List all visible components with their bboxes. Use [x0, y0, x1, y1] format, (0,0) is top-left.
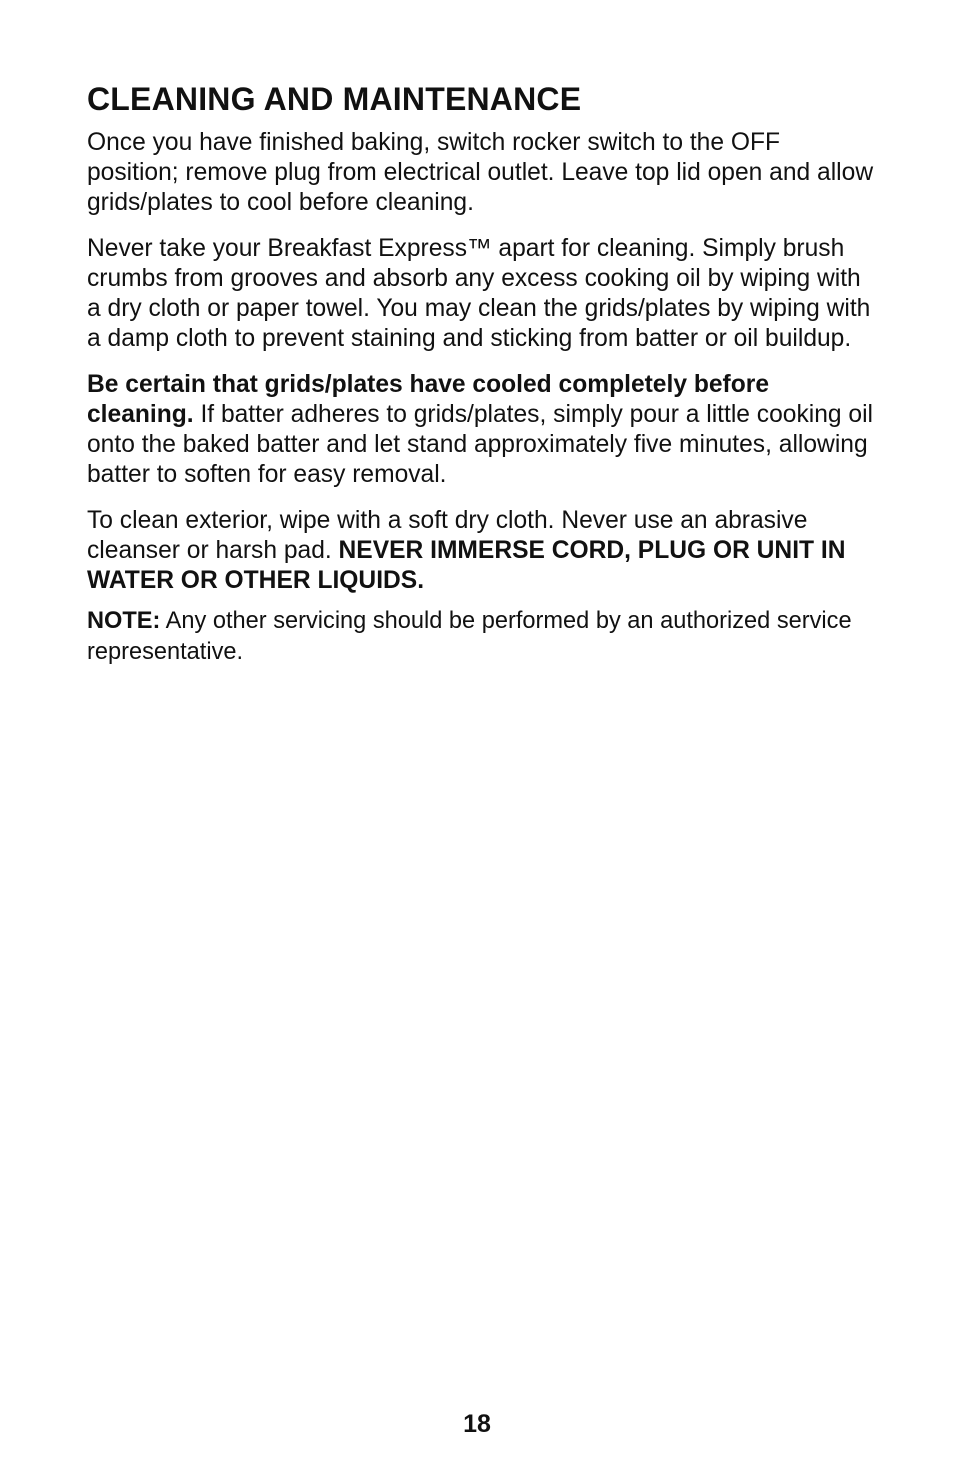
cooling-warning: Be certain that grids/plates have cooled completely before cleaning. [87, 371, 769, 428]
note-text: Any other servicing should be performed by an authorized service representative. [87, 608, 852, 665]
paragraph-shutdown: Once you have finished baking, switch rocker switch to the OFF position; remove plug from electrical outlet. Leave top lid open and allow grids/plates to cool before cleaning. [87, 129, 874, 216]
paragraph-cleaning-grids: Never take your Breakfast Express™ apart for cleaning. Simply brush crumbs from grooves and absorb any excess cooking oil by wiping with a dry cloth or paper towel. You may clean the grids/plates by wiping with a damp cloth to prevent staining and sticking from batter or oil buildup. [87, 235, 871, 352]
exterior-cleaning-text: To clean exterior, wipe with a soft dry cloth. Never use an abrasive cleanser or harsh pad. [87, 507, 808, 564]
page-number: 18 [463, 1410, 491, 1438]
batter-removal-text: If batter adheres to grids/plates, simply pour a little cooking oil onto the baked batter and let stand approximately five minutes, allowing batter to soften for easy removal. [87, 401, 874, 488]
paragraph-batter-removal [87, 370, 877, 490]
section-title: CLEANING AND MAINTENANCE [87, 81, 582, 117]
immersion-warning: NEVER IMMERSE CORD, PLUG OR UNIT IN WATER OR OTHER LIQUIDS. [87, 537, 846, 594]
paragraph-exterior [87, 506, 877, 596]
page-content [87, 80, 877, 668]
note-paragraph [87, 606, 877, 668]
note-label: NOTE: [87, 608, 161, 634]
